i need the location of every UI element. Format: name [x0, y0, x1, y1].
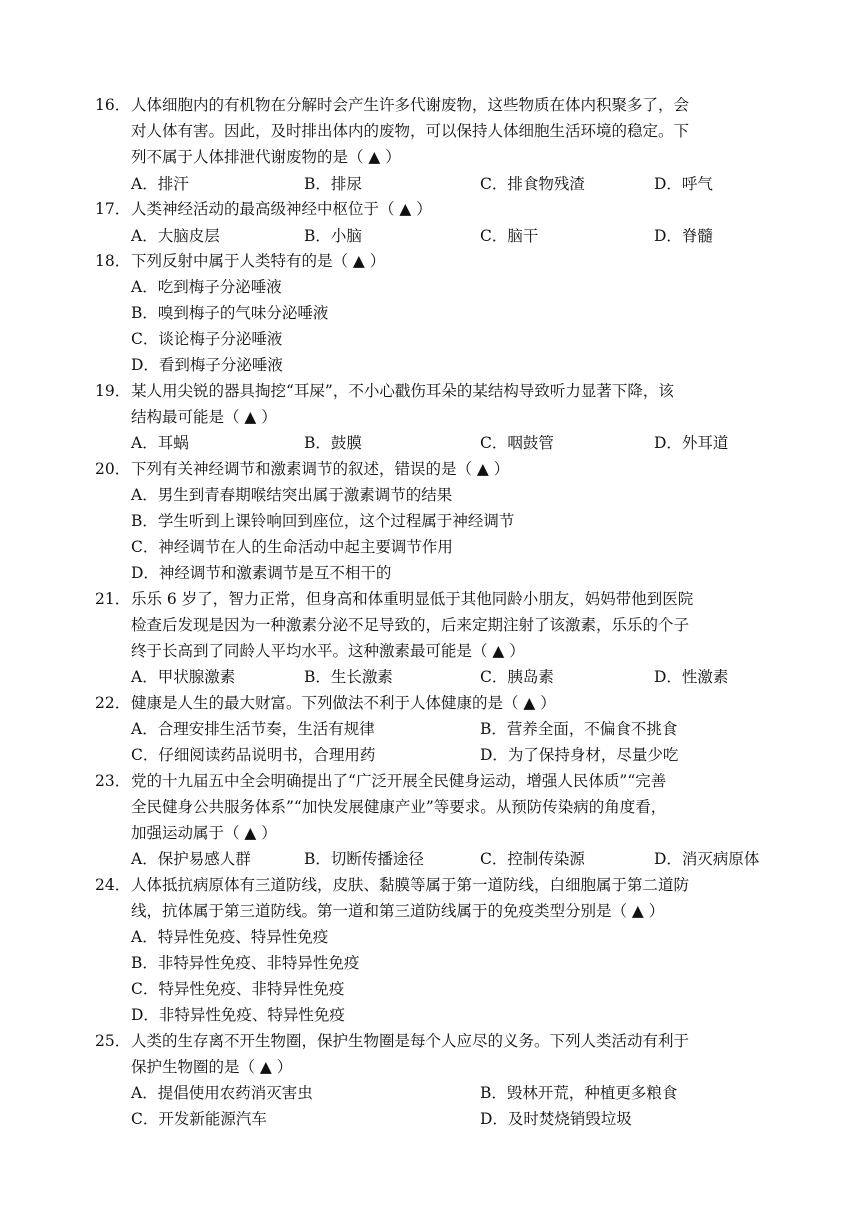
question-number: 23．	[95, 772, 131, 790]
option-b: B．鼓膜	[304, 434, 362, 452]
question-text: 结构最可能是（ ▲ ）	[131, 408, 277, 426]
option-a: A．提倡使用农药消灭害虫	[131, 1084, 313, 1102]
option-b: B．学生听到上课铃响回到座位，这个过程属于神经调节	[131, 512, 515, 530]
option-d: D．及时焚烧销毁垃圾	[480, 1110, 632, 1128]
question-text: 加强运动属于（ ▲ ）	[131, 824, 277, 842]
question-number: 18．	[95, 252, 131, 270]
option-a: A．男生到青春期喉结突出属于激素调节的结果	[131, 486, 453, 504]
option-a: A．大脑皮层	[131, 227, 220, 245]
question-text: 检查后发现是因为一种激素分泌不足导致的，后来定期注射了该激素，乐乐的个子	[131, 616, 690, 634]
option-d: D．呼气	[654, 175, 713, 193]
option-c: C．脑干	[480, 227, 539, 245]
option-a: A．排汗	[131, 175, 189, 193]
option-b: B．毁林开荒，种植更多粮食	[480, 1084, 678, 1102]
question-number: 24．	[95, 876, 131, 894]
option-b: B．嗅到梅子的气味分泌唾液	[131, 304, 329, 322]
option-a: A．吃到梅子分泌唾液	[131, 278, 282, 296]
question-text: 全民健身公共服务体系”“加快发展健康产业”等要求。从预防传染病的角度看，	[131, 798, 667, 816]
option-c: C．特异性免疫、非特异性免疫	[131, 980, 345, 998]
option-d: D．看到梅子分泌唾液	[131, 356, 283, 374]
option-c: C．咽鼓管	[480, 434, 554, 452]
option-c: C．谈论梅子分泌唾液	[131, 330, 283, 348]
option-b: B．排尿	[304, 175, 362, 193]
question-text: 保护生物圈的是（ ▲ ）	[131, 1058, 293, 1076]
question-text: 线，抗体属于第三道防线。第一道和第三道防线属于的免疫类型分别是（ ▲ ）	[131, 902, 665, 920]
option-d: D．脊髓	[654, 227, 713, 245]
question-number: 21．	[95, 590, 131, 608]
question-text: 人类的生存离不开生物圈，保护生物圈是每个人应尽的义务。下列人类活动有利于	[131, 1032, 690, 1050]
question-text: 人体抵抗病原体有三道防线，皮肤、黏膜等属于第一道防线，白细胞属于第二道防	[131, 876, 690, 894]
option-c: C．神经调节在人的生命活动中起主要调节作用	[131, 538, 453, 556]
question-number: 16．	[95, 96, 131, 114]
question-number: 22．	[95, 694, 131, 712]
question-text: 健康是人生的最大财富。下列做法不利于人体健康的是（ ▲ ）	[131, 694, 556, 712]
question-text: 某人用尖锐的器具掏挖“耳屎”，不小心戳伤耳朵的某结构导致听力显著下降，该	[131, 382, 674, 400]
option-b: B．小脑	[304, 227, 362, 245]
question-text: 下列反射中属于人类特有的是（ ▲ ）	[131, 252, 386, 270]
question-text: 下列有关神经调节和激素调节的叙述，错误的是（ ▲ ）	[131, 460, 510, 478]
question-text: 党的十九届五中全会明确提出了“广泛开展全民健身运动，增强人民体质”“完善	[131, 772, 667, 790]
option-d: D．外耳道	[654, 434, 729, 452]
option-d: D．非特异性免疫、特异性免疫	[131, 1006, 345, 1024]
option-c: C．开发新能源汽车	[131, 1110, 267, 1128]
option-c: C．排食物残渣	[480, 175, 585, 193]
option-c: C．仔细阅读药品说明书，合理用药	[131, 746, 376, 764]
question-number: 19．	[95, 382, 131, 400]
question-text: 终于长高到了同龄人平均水平。这种激素最可能是（ ▲ ）	[131, 642, 525, 660]
option-a: A．保护易感人群	[131, 850, 251, 868]
option-a: A．合理安排生活节奏，生活有规律	[131, 720, 375, 738]
option-d: D．性激素	[654, 668, 729, 686]
option-b: B．切断传播途径	[304, 850, 424, 868]
question-number: 25．	[95, 1032, 131, 1050]
option-c: C．控制传染源	[480, 850, 585, 868]
question-number: 20．	[95, 460, 131, 478]
question-text: 乐乐 6 岁了，智力正常，但身高和体重明显低于其他同龄小朋友，妈妈带他到医院	[131, 590, 694, 608]
option-b: B．非特异性免疫、非特异性免疫	[131, 954, 360, 972]
option-a: A．甲状腺激素	[131, 668, 236, 686]
question-number: 17．	[95, 200, 131, 218]
option-d: D．为了保持身材，尽量少吃	[480, 746, 679, 764]
option-d: D．消灭病原体	[654, 850, 760, 868]
option-c: C．胰岛素	[480, 668, 554, 686]
question-text: 对人体有害。因此，及时排出体内的废物，可以保持人体细胞生活环境的稳定。下	[131, 122, 690, 140]
option-a: A．耳蜗	[131, 434, 189, 452]
option-a: A．特异性免疫、特异性免疫	[131, 928, 329, 946]
option-b: B．营养全面，不偏食不挑食	[480, 720, 678, 738]
question-text: 人类神经活动的最高级神经中枢位于（ ▲ ）	[131, 200, 432, 218]
option-b: B．生长激素	[304, 668, 393, 686]
question-text: 列不属于人体排泄代谢废物的是（ ▲ ）	[131, 148, 401, 166]
question-text: 人体细胞内的有机物在分解时会产生许多代谢废物，这些物质在体内积聚多了，会	[131, 96, 690, 114]
option-d: D．神经调节和激素调节是互不相干的	[131, 564, 392, 582]
